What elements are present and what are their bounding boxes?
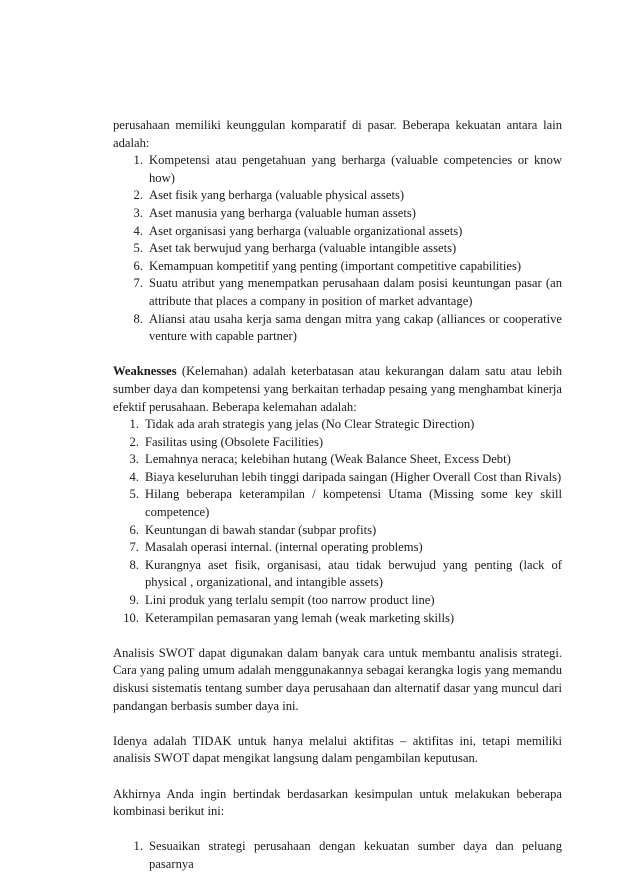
list-item: 1. Tidak ada arah strategis yang jelas (No Clear Strategic Direction) [129,417,475,432]
list-item: 2. Fasilitas using (Obsolete Facilities) [129,434,324,449]
weakness-heading: Weaknesses [113,364,177,379]
list-item: 6. Kemampuan kompetitif yang penting (important competitive capabilities) [133,258,522,273]
list-item: 4. Biaya keseluruhan lebih tinggi daripada saingan (Higher Overall Cost than Rivals) [129,469,562,484]
list-item: 3. Aset manusia yang berharga (valuable human assets) [133,205,416,220]
document-page [113,117,562,874]
list-item: 1. Kompetensi atau pengetahuan yang berharga (valuable competencies or know how) [133,153,562,185]
weaknesses-list [113,416,562,627]
list-item: 10. Keterampilan pemasaran yang lemah (weak marketing skills) [123,610,455,625]
list-item: 9. Lini produk yang terlalu sempit (too narrow product line) [129,593,435,608]
list-item: 7. Masalah operasi internal. (internal operating problems) [129,540,423,555]
final-paragraph: Akhirnya Anda ingin bertindak berdasarkan kesimpulan untuk melakukan beberapa kombinasi berikut ini: [113,786,562,819]
list-item: 1. Sesuaikan strategi perusahaan dengan kekuatan sumber daya dan peluang pasarnya [133,839,562,871]
list-item: 5. Hilang beberapa keterampilan / kompetensi Utama (Missing some key skill competence) [129,487,562,520]
swot-paragraph: Analisis SWOT dapat digunakan dalam banyak cara untuk membantu analisis strategi. Cara yang paling umum adalah menggunakannya sebagai kerangka logis yang memandu diskusi sistematis tentang sumber daya perusahaan dan alternatif dasar yang muncul dari pandangan berbasis sumber daya ini. [113,645,562,713]
list-item: 4. Aset organisasi yang berharga (valuable organizational assets) [133,223,463,238]
list-item: 8. Kurangnya aset fisik, organisasi, atau tidak berwujud yang penting (lack of physical , organizational, and intangible assets) [129,557,562,590]
intro-paragraph: perusahaan memiliki keunggulan komparatif di pasar. Beberapa kekuatan antara lain adalah: [113,118,562,150]
list-item: 6. Keuntungan di bawah standar (subpar profits) [129,522,377,537]
list-item: 8. Aliansi atau usaha kerja sama dengan mitra yang cakap (alliances or cooperative venture with capable partner) [133,311,562,344]
list-item: 2. Aset fisik yang berharga (valuable physical assets) [133,188,405,203]
weakness-intro: (Kelemahan) adalah keterbatasan atau kekurangan dalam satu atau lebih sumber daya dan kompetensi yang berkaitan terhadap pesaing yang menghambat kinerja efektif perusahaan. Beberapa kelemahan adalah: [113,364,562,414]
list-item: 7. Suatu atribut yang menempatkan perusahaan dalam posisi keuntungan pasar (an attribute that places a company in position of market advantage) [133,276,562,308]
combination-list [113,838,562,873]
strengths-list [113,152,562,346]
idea-paragraph: Idenya adalah TIDAK untuk hanya melalui aktifitas – aktifitas ini, tetapi memiliki analisis SWOT dapat mengikat langsung dalam pengambilan keputusan. [113,733,562,766]
weakness-paragraph [113,363,562,416]
list-item: 5. Aset tak berwujud yang berharga (valuable intangible assets) [133,241,457,256]
list-item: 3. Lemahnya neraca; kelebihan hutang (Weak Balance Sheet, Excess Debt) [129,452,511,467]
